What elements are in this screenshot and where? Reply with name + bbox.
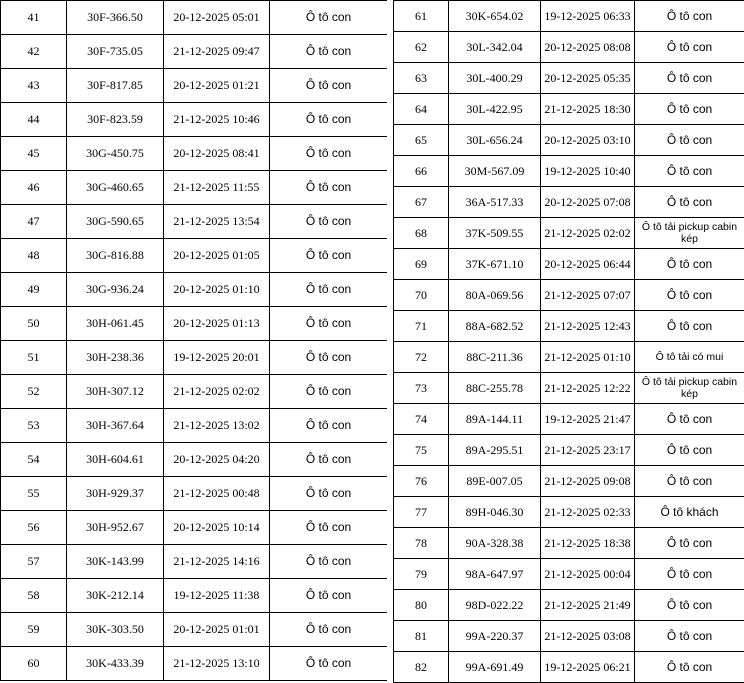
plate-cell: 30F-366.50 [67, 1, 164, 35]
plate-cell: 30G-936.24 [67, 273, 164, 307]
plate-cell: 30K-433.39 [67, 647, 164, 681]
time-cell: 21-12-2025 11:55 [164, 171, 270, 205]
table-row [1, 477, 388, 511]
row-number-cell: 74 [394, 404, 449, 435]
vehicle-type-cell: Ô tô con [270, 171, 388, 205]
plate-cell: 30K-212.14 [67, 579, 164, 613]
time-cell: 19-12-2025 06:33 [541, 1, 635, 32]
row-number-cell: 54 [1, 443, 67, 477]
vehicle-type-cell: Ô tô con [635, 466, 744, 497]
row-number-cell: 43 [1, 69, 67, 103]
row-number-cell: 49 [1, 273, 67, 307]
row-number-cell: 52 [1, 375, 67, 409]
plate-cell: 30H-307.12 [67, 375, 164, 409]
row-number-cell: 59 [1, 613, 67, 647]
time-cell: 21-12-2025 07:07 [541, 280, 635, 311]
plate-cell: 30L-342.04 [449, 32, 541, 63]
table-row [1, 137, 388, 171]
row-number-cell: 61 [394, 1, 449, 32]
time-cell: 21-12-2025 02:33 [541, 497, 635, 528]
vehicle-type-cell: Ô tô con [270, 647, 388, 681]
time-cell: 20-12-2025 05:01 [164, 1, 270, 35]
row-number-cell: 77 [394, 497, 449, 528]
table-row [394, 218, 744, 249]
time-cell: 21-12-2025 02:02 [164, 375, 270, 409]
table-body [1, 1, 388, 681]
row-number-cell: 42 [1, 35, 67, 69]
table-row [394, 187, 744, 218]
row-number-cell: 48 [1, 239, 67, 273]
time-cell: 21-12-2025 18:38 [541, 528, 635, 559]
table-row [394, 249, 744, 280]
row-number-cell: 81 [394, 621, 449, 652]
row-number-cell: 53 [1, 409, 67, 443]
table-row [394, 466, 744, 497]
table-row [1, 35, 388, 69]
vehicle-type-cell: Ô tô con [270, 409, 388, 443]
plate-cell: 88A-682.52 [449, 311, 541, 342]
vehicle-type-cell: Ô tô tải có mui [635, 342, 744, 373]
row-number-cell: 60 [1, 647, 67, 681]
vehicle-type-cell: Ô tô con [635, 1, 744, 32]
vehicle-type-cell: Ô tô con [270, 307, 388, 341]
vehicle-type-cell: Ô tô tải pickup cabin kép [635, 218, 744, 249]
vehicle-type-cell: Ô tô con [635, 435, 744, 466]
row-number-cell: 70 [394, 280, 449, 311]
time-cell: 20-12-2025 01:21 [164, 69, 270, 103]
table-row [394, 621, 744, 652]
plate-cell: 30K-303.50 [67, 613, 164, 647]
time-cell: 21-12-2025 14:16 [164, 545, 270, 579]
time-cell: 21-12-2025 18:30 [541, 94, 635, 125]
vehicle-type-cell: Ô tô con [270, 375, 388, 409]
time-cell: 21-12-2025 00:04 [541, 559, 635, 590]
plate-cell: 89A-144.11 [449, 404, 541, 435]
table-row [394, 311, 744, 342]
table-row [394, 652, 744, 683]
plate-cell: 37K-509.55 [449, 218, 541, 249]
plate-cell: 30L-656.24 [449, 125, 541, 156]
vehicle-type-cell: Ô tô con [635, 280, 744, 311]
vehicle-type-cell: Ô tô con [270, 273, 388, 307]
plate-cell: 30L-400.29 [449, 63, 541, 94]
table-row [1, 103, 388, 137]
time-cell: 20-12-2025 05:35 [541, 63, 635, 94]
vehicle-type-cell: Ô tô con [635, 125, 744, 156]
row-number-cell: 57 [1, 545, 67, 579]
table-body [394, 1, 744, 683]
time-cell: 21-12-2025 09:08 [541, 466, 635, 497]
vehicle-type-cell: Ô tô con [270, 477, 388, 511]
time-cell: 20-12-2025 10:14 [164, 511, 270, 545]
plate-cell: 90A-328.38 [449, 528, 541, 559]
plate-cell: 89A-295.51 [449, 435, 541, 466]
violations-table-right [393, 0, 744, 683]
table-row [394, 125, 744, 156]
plate-cell: 30F-823.59 [67, 103, 164, 137]
plate-cell: 30H-238.36 [67, 341, 164, 375]
vehicle-type-cell: Ô tô con [270, 35, 388, 69]
vehicle-type-cell: Ô tô con [270, 1, 388, 35]
time-cell: 21-12-2025 00:48 [164, 477, 270, 511]
vehicle-type-cell: Ô tô con [635, 528, 744, 559]
vehicle-type-cell: Ô tô con [635, 404, 744, 435]
row-number-cell: 63 [394, 63, 449, 94]
row-number-cell: 64 [394, 94, 449, 125]
vehicle-type-cell: Ô tô con [270, 443, 388, 477]
vehicle-type-cell: Ô tô con [635, 652, 744, 683]
table-row [394, 373, 744, 404]
plate-cell: 37K-671.10 [449, 249, 541, 280]
vehicle-type-cell: Ô tô tải pickup cabin kép [635, 373, 744, 404]
table-row [394, 497, 744, 528]
plate-cell: 30H-929.37 [67, 477, 164, 511]
time-cell: 21-12-2025 01:10 [541, 342, 635, 373]
row-number-cell: 46 [1, 171, 67, 205]
time-cell: 21-12-2025 13:10 [164, 647, 270, 681]
vehicle-type-cell: Ô tô con [635, 559, 744, 590]
plate-cell: 88C-211.36 [449, 342, 541, 373]
plate-cell: 30G-460.65 [67, 171, 164, 205]
table-row [1, 205, 388, 239]
time-cell: 19-12-2025 06:21 [541, 652, 635, 683]
row-number-cell: 66 [394, 156, 449, 187]
vehicle-type-cell: Ô tô con [270, 545, 388, 579]
vehicle-type-cell: Ô tô con [270, 137, 388, 171]
vehicle-type-cell: Ô tô con [635, 249, 744, 280]
table-row [1, 171, 388, 205]
row-number-cell: 71 [394, 311, 449, 342]
row-number-cell: 44 [1, 103, 67, 137]
time-cell: 19-12-2025 11:38 [164, 579, 270, 613]
row-number-cell: 82 [394, 652, 449, 683]
table-row [394, 342, 744, 373]
plate-cell: 30G-816.88 [67, 239, 164, 273]
plate-cell: 30F-735.05 [67, 35, 164, 69]
plate-cell: 30H-061.45 [67, 307, 164, 341]
table-row [1, 341, 388, 375]
vehicle-type-cell: Ô tô con [635, 187, 744, 218]
vehicle-type-cell: Ô tô con [635, 621, 744, 652]
table-row [1, 613, 388, 647]
row-number-cell: 68 [394, 218, 449, 249]
plate-cell: 89E-007.05 [449, 466, 541, 497]
table-row [394, 156, 744, 187]
plate-cell: 30G-590.65 [67, 205, 164, 239]
vehicle-type-cell: Ô tô con [635, 32, 744, 63]
time-cell: 20-12-2025 06:44 [541, 249, 635, 280]
time-cell: 20-12-2025 07:08 [541, 187, 635, 218]
time-cell: 21-12-2025 10:46 [164, 103, 270, 137]
table-row [394, 32, 744, 63]
time-cell: 20-12-2025 04:20 [164, 443, 270, 477]
row-number-cell: 50 [1, 307, 67, 341]
table-row [1, 579, 388, 613]
table-row [394, 63, 744, 94]
vehicle-type-cell: Ô tô con [270, 205, 388, 239]
vehicle-type-cell: Ô tô con [635, 63, 744, 94]
row-number-cell: 41 [1, 1, 67, 35]
time-cell: 21-12-2025 13:02 [164, 409, 270, 443]
time-cell: 19-12-2025 21:47 [541, 404, 635, 435]
vehicle-type-cell: Ô tô con [270, 103, 388, 137]
vehicle-type-cell: Ô tô con [635, 590, 744, 621]
row-number-cell: 55 [1, 477, 67, 511]
row-number-cell: 76 [394, 466, 449, 497]
vehicle-type-cell: Ô tô con [635, 311, 744, 342]
row-number-cell: 80 [394, 590, 449, 621]
table-row [1, 69, 388, 103]
time-cell: 20-12-2025 08:41 [164, 137, 270, 171]
plate-cell: 30K-143.99 [67, 545, 164, 579]
time-cell: 21-12-2025 03:08 [541, 621, 635, 652]
plate-cell: 89H-046.30 [449, 497, 541, 528]
vehicle-type-cell: Ô tô con [270, 69, 388, 103]
table-row [394, 280, 744, 311]
table-row [1, 307, 388, 341]
time-cell: 20-12-2025 01:01 [164, 613, 270, 647]
vehicle-type-cell: Ô tô con [635, 156, 744, 187]
row-number-cell: 67 [394, 187, 449, 218]
row-number-cell: 45 [1, 137, 67, 171]
plate-cell: 30K-654.02 [449, 1, 541, 32]
plate-cell: 30G-450.75 [67, 137, 164, 171]
table-row [1, 409, 388, 443]
plate-cell: 36A-517.33 [449, 187, 541, 218]
time-cell: 21-12-2025 12:43 [541, 311, 635, 342]
time-cell: 21-12-2025 02:02 [541, 218, 635, 249]
row-number-cell: 51 [1, 341, 67, 375]
table-row [394, 404, 744, 435]
row-number-cell: 56 [1, 511, 67, 545]
row-number-cell: 65 [394, 125, 449, 156]
vehicle-type-cell: Ô tô con [270, 613, 388, 647]
vehicle-type-cell: Ô tô con [270, 341, 388, 375]
table-row [1, 647, 388, 681]
plate-cell: 88C-255.78 [449, 373, 541, 404]
plate-cell: 98A-647.97 [449, 559, 541, 590]
time-cell: 20-12-2025 01:13 [164, 307, 270, 341]
time-cell: 19-12-2025 10:40 [541, 156, 635, 187]
row-number-cell: 75 [394, 435, 449, 466]
table-row [394, 435, 744, 466]
plate-cell: 30H-367.64 [67, 409, 164, 443]
vehicle-type-cell: Ô tô con [270, 511, 388, 545]
plate-cell: 98D-022.22 [449, 590, 541, 621]
time-cell: 20-12-2025 01:10 [164, 273, 270, 307]
row-number-cell: 62 [394, 32, 449, 63]
plate-cell: 99A-220.37 [449, 621, 541, 652]
time-cell: 21-12-2025 13:54 [164, 205, 270, 239]
row-number-cell: 47 [1, 205, 67, 239]
table-row [1, 375, 388, 409]
vehicle-type-cell: Ô tô khách [635, 497, 744, 528]
time-cell: 20-12-2025 08:08 [541, 32, 635, 63]
vehicle-type-cell: Ô tô con [270, 239, 388, 273]
time-cell: 21-12-2025 12:22 [541, 373, 635, 404]
table-row [394, 590, 744, 621]
row-number-cell: 69 [394, 249, 449, 280]
table-row [1, 545, 388, 579]
table-row [1, 239, 388, 273]
plate-cell: 30H-604.61 [67, 443, 164, 477]
row-number-cell: 78 [394, 528, 449, 559]
table-row [1, 443, 388, 477]
table-row [394, 94, 744, 125]
plate-cell: 30M-567.09 [449, 156, 541, 187]
row-number-cell: 72 [394, 342, 449, 373]
table-row [1, 273, 388, 307]
plate-cell: 99A-691.49 [449, 652, 541, 683]
row-number-cell: 58 [1, 579, 67, 613]
time-cell: 21-12-2025 09:47 [164, 35, 270, 69]
time-cell: 20-12-2025 01:05 [164, 239, 270, 273]
time-cell: 21-12-2025 21:49 [541, 590, 635, 621]
plate-cell: 80A-069.56 [449, 280, 541, 311]
plate-cell: 30H-952.67 [67, 511, 164, 545]
vehicle-type-cell: Ô tô con [635, 94, 744, 125]
table-row [394, 528, 744, 559]
plate-cell: 30F-817.85 [67, 69, 164, 103]
row-number-cell: 79 [394, 559, 449, 590]
table-row [394, 559, 744, 590]
vehicle-type-cell: Ô tô con [270, 579, 388, 613]
table-row [1, 1, 388, 35]
time-cell: 21-12-2025 23:17 [541, 435, 635, 466]
table-row [394, 1, 744, 32]
plate-cell: 30L-422.95 [449, 94, 541, 125]
time-cell: 20-12-2025 03:10 [541, 125, 635, 156]
table-row [1, 511, 388, 545]
time-cell: 19-12-2025 20:01 [164, 341, 270, 375]
row-number-cell: 73 [394, 373, 449, 404]
